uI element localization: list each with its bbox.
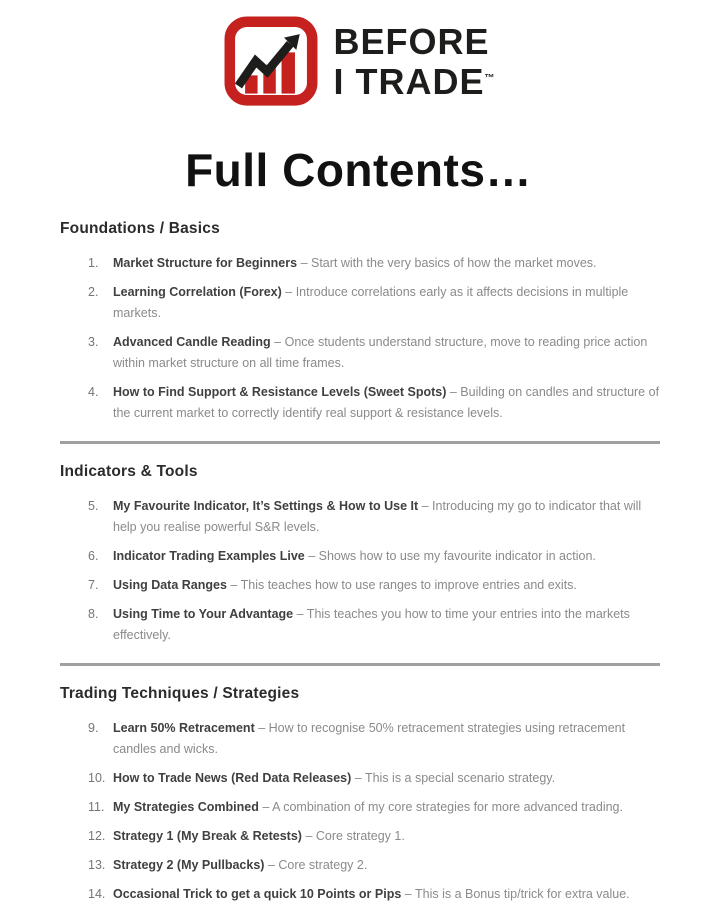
section-heading: Trading Techniques / Strategies [60, 684, 300, 702]
item-number: 11. [88, 799, 105, 814]
item-number: 2. [88, 284, 99, 299]
item-title: Advanced Candle Reading [113, 334, 271, 349]
list-item [60, 604, 660, 646]
item-number: 14. [88, 886, 106, 901]
list-item [60, 282, 660, 324]
section-indicators-tools [60, 463, 660, 646]
item-text [113, 826, 660, 847]
item-description: – Shows how to use my favourite indicator in action. [308, 548, 596, 563]
logo [0, 0, 717, 108]
item-title: Occasional Trick to get a quick 10 Points or Pips [113, 886, 402, 901]
item-text [113, 884, 660, 905]
item-title: Indicator Trading Examples Live [113, 548, 305, 563]
page-title: Full Contents… [185, 144, 532, 196]
logo-line2-text: I TRADE [333, 60, 485, 102]
item-number: 6. [88, 548, 99, 563]
item-text [113, 496, 660, 538]
list-item [60, 826, 660, 847]
section-foundations-basics [60, 220, 660, 424]
list-item [60, 496, 660, 538]
trademark-symbol: ™ [484, 72, 495, 84]
section-heading: Foundations / Basics [60, 219, 220, 237]
bar-chart-up-arrow-icon [223, 15, 319, 107]
item-description: – How to recognise 50% retracement strategies using retracement candles and wicks. [113, 720, 626, 756]
section-divider [60, 663, 660, 666]
item-description: – This is a Bonus tip/trick for extra value. [404, 886, 630, 901]
item-number: 5. [88, 498, 99, 513]
item-title: My Strategies Combined [113, 799, 259, 814]
item-description: – Once students understand structure, move to reading price action within market structure on all time frames. [113, 334, 648, 370]
item-text [113, 768, 660, 789]
list-item [60, 718, 660, 760]
item-text [113, 546, 660, 567]
item-title: How to Trade News (Red Data Releases) [113, 770, 352, 785]
item-description: – This is a special scenario strategy. [354, 770, 556, 785]
item-number: 1. [88, 255, 99, 270]
list-item [60, 768, 660, 789]
item-description: – This teaches you how to time your entries into the markets effectively. [113, 606, 630, 642]
list-item [60, 855, 660, 876]
item-description: – Start with the very basics of how the market moves. [300, 255, 597, 270]
logo-line2 [334, 60, 495, 100]
item-number: 7. [88, 577, 99, 592]
item-text [113, 604, 660, 646]
item-number: 8. [88, 606, 99, 621]
item-description: – Core strategy 2. [267, 857, 368, 872]
item-title: Strategy 1 (My Break & Retests) [113, 828, 302, 843]
item-text [113, 855, 660, 876]
item-title: Market Structure for Beginners [113, 255, 298, 270]
item-description: – Building on candles and structure of the current market to correctly identify real support & resistance levels. [113, 384, 660, 420]
list-item [60, 797, 660, 818]
section-heading: Indicators & Tools [60, 462, 198, 480]
logo-line1: BEFORE [333, 20, 490, 62]
item-text [113, 718, 660, 760]
item-title: Learn 50% Retracement [113, 720, 255, 735]
item-text [113, 282, 660, 324]
item-title: Using Data Ranges [113, 577, 227, 592]
list-item [60, 546, 660, 567]
item-title: My Favourite Indicator, It’s Settings & How to Use It [113, 498, 419, 513]
item-text [113, 332, 660, 374]
list-item [60, 884, 660, 905]
item-number: 12. [88, 828, 106, 843]
item-number: 13. [88, 857, 106, 872]
item-title: Learning Correlation (Forex) [113, 284, 282, 299]
item-text [113, 797, 660, 818]
list-item [60, 382, 660, 424]
list-item [60, 575, 660, 596]
item-number: 3. [88, 334, 99, 349]
item-description: – A combination of my core strategies for more advanced trading. [262, 799, 623, 814]
section-trading-techniques-strategies [60, 685, 660, 905]
item-text [113, 382, 660, 424]
section-divider [60, 441, 660, 444]
item-description: – Introducing my go to indicator that will help you realise powerful S&R levels. [113, 498, 642, 534]
item-title: Strategy 2 (My Pullbacks) [113, 857, 265, 872]
item-title: Using Time to Your Advantage [113, 606, 294, 621]
logo-text [333, 20, 495, 102]
item-description: – Introduce correlations early as it affects decisions in multiple markets. [113, 284, 629, 320]
item-title: How to Find Support & Resistance Levels (Sweet Spots) [113, 384, 447, 399]
item-number: 4. [88, 384, 99, 399]
list-item [60, 253, 660, 274]
contents-list [60, 220, 660, 905]
item-description: – This teaches how to use ranges to improve entries and exits. [230, 577, 577, 592]
list-item [60, 332, 660, 374]
item-description: – Core strategy 1. [305, 828, 405, 843]
item-text [113, 253, 660, 274]
item-number: 10. [88, 770, 106, 785]
item-number: 9. [88, 720, 99, 735]
item-text [113, 575, 660, 596]
